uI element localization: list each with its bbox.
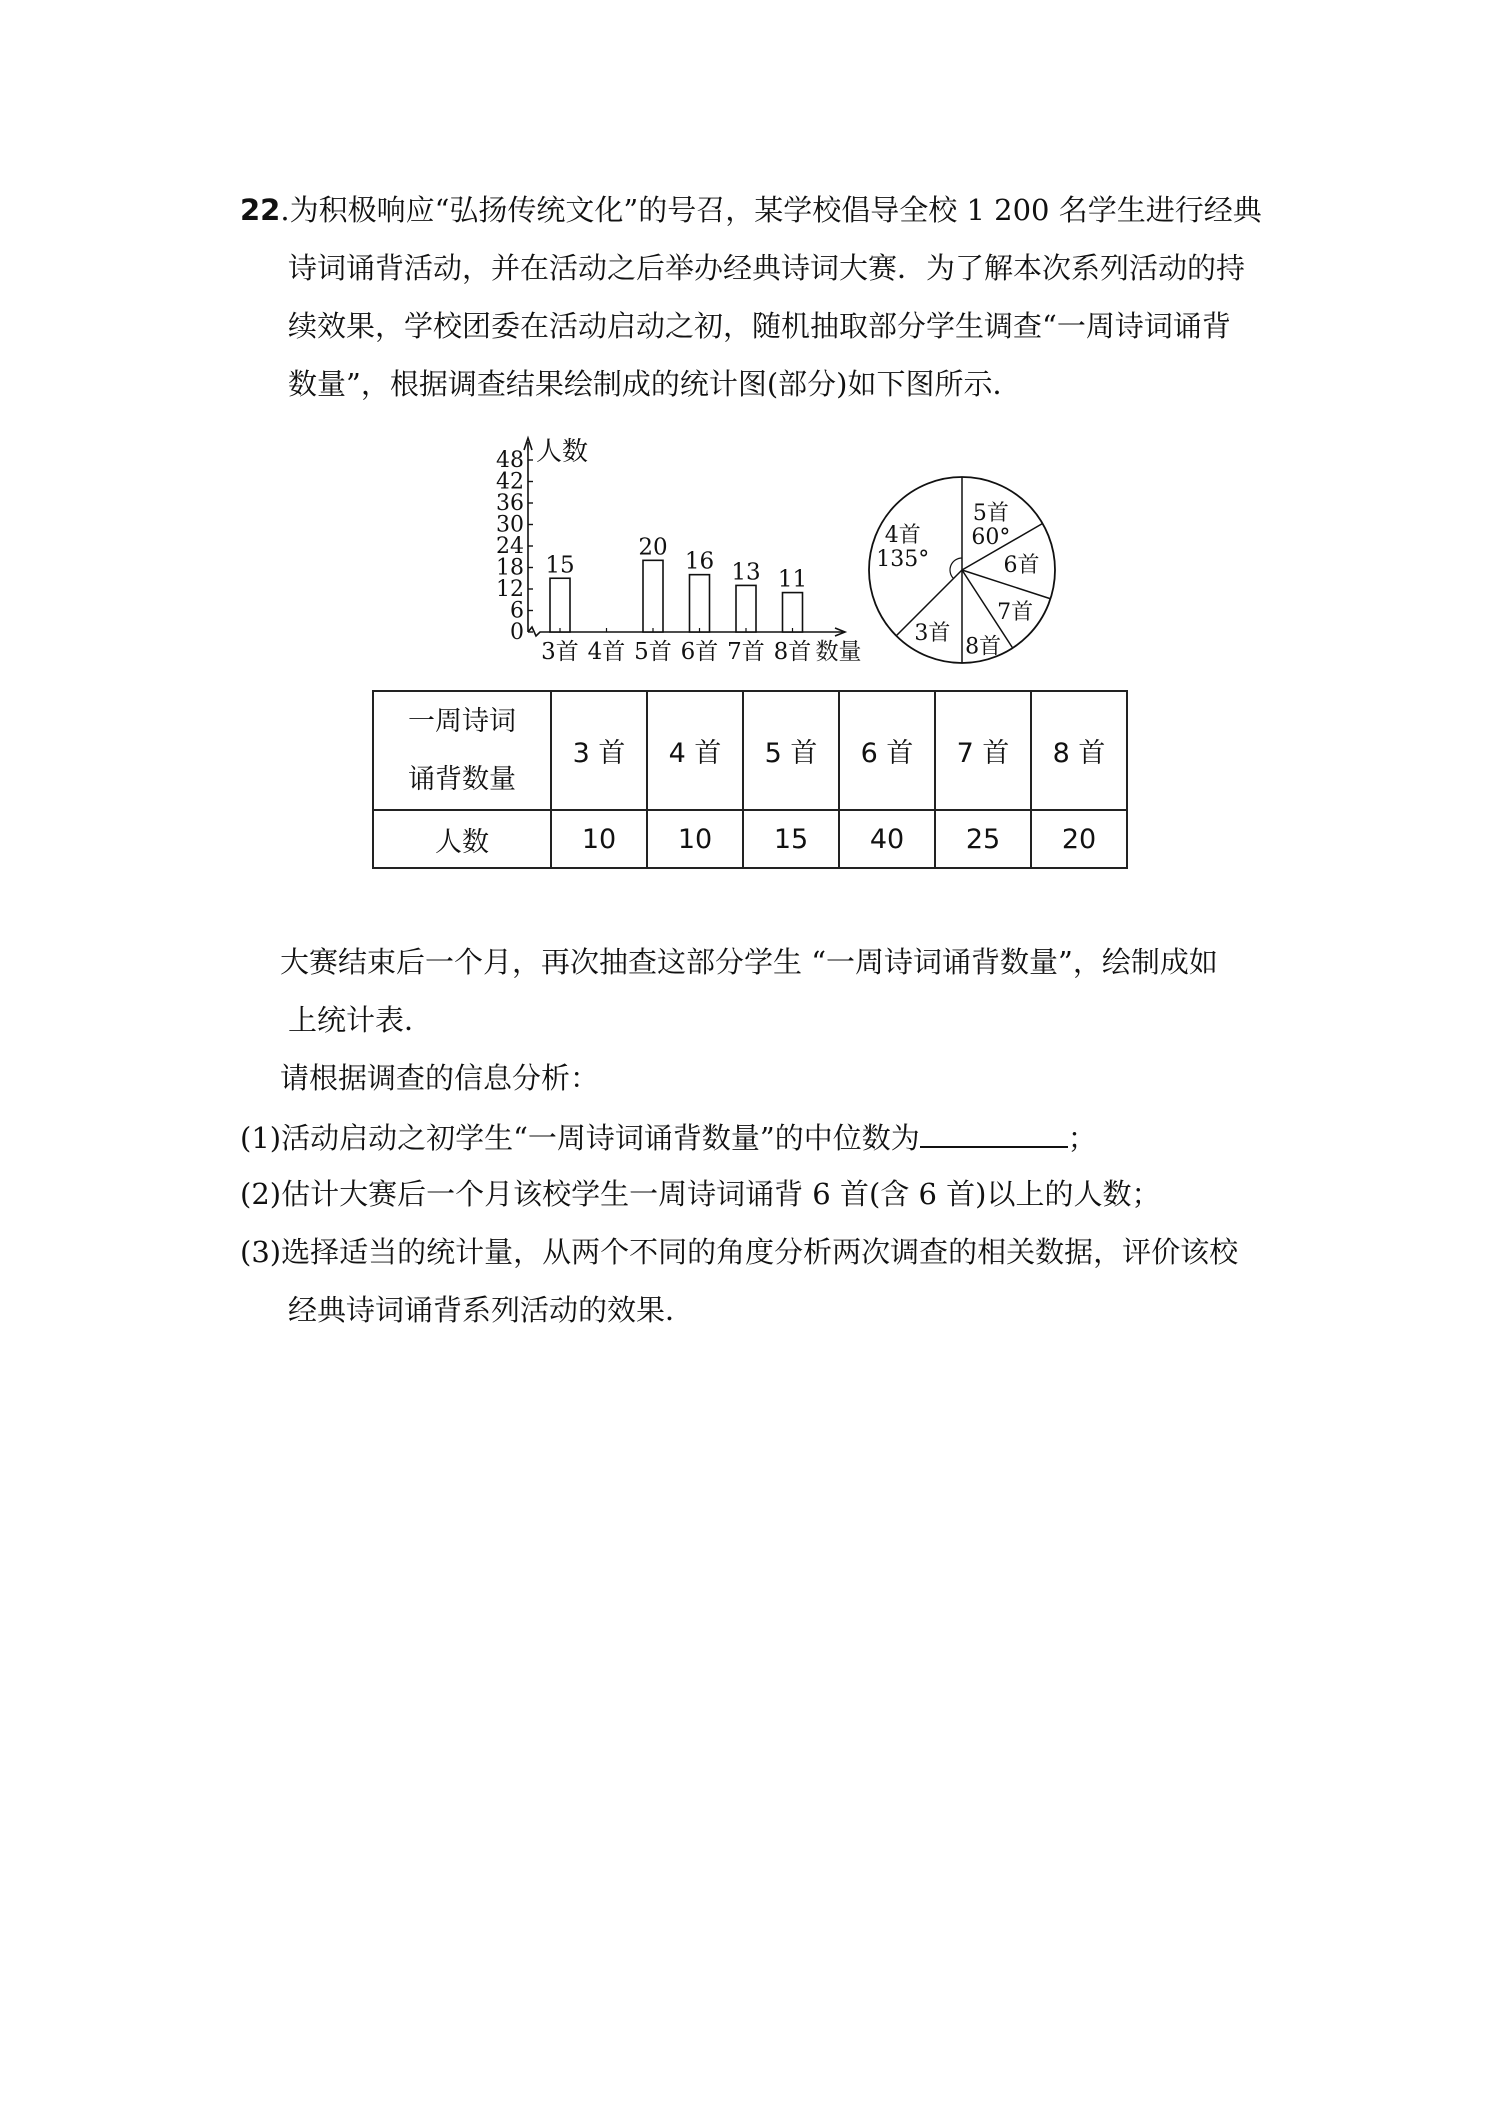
question-line-1: 22.为积极响应“弘扬传统文化”的号召，某学校倡导全校 1 200 名学生进行经典 bbox=[240, 193, 1262, 227]
table-cell: 10 bbox=[647, 810, 743, 868]
bar-chart bbox=[480, 430, 880, 680]
question-line-2: 诗词诵背活动，并在活动之后举办经典诗词大赛．为了解本次系列活动的持 bbox=[288, 251, 1246, 285]
bar bbox=[690, 575, 710, 632]
y-tick-label: 6 bbox=[510, 598, 524, 624]
bar bbox=[736, 585, 756, 632]
y-tick-label: 18 bbox=[496, 555, 524, 581]
question-line-4: 数量”，根据调查结果绘制成的统计图(部分)如下图所示． bbox=[288, 367, 1022, 401]
y-tick-label: 36 bbox=[496, 491, 524, 516]
x-tick-label: 6首 bbox=[680, 639, 719, 665]
y-tick-label: 12 bbox=[496, 577, 524, 602]
table-row-label: 人数 bbox=[373, 810, 551, 868]
x-tick-label: 8首 bbox=[773, 639, 812, 665]
table-cell: 40 bbox=[839, 810, 935, 868]
x-axis-label: 数量 bbox=[815, 639, 862, 665]
x-tick-label: 4首 bbox=[587, 639, 626, 665]
pie-angle-label: 135° bbox=[876, 546, 930, 572]
table-cell: 20 bbox=[1031, 810, 1127, 868]
bar bbox=[783, 593, 803, 632]
table-col-header: 3 首 bbox=[551, 691, 647, 810]
table-cell: 15 bbox=[743, 810, 839, 868]
sub-question-1: (1)活动启动之初学生“一周诗词诵背数量”的中位数为 ； bbox=[240, 1116, 1097, 1158]
table-col-header: 5 首 bbox=[743, 691, 839, 810]
x-tick-label: 7首 bbox=[727, 639, 765, 665]
after-table-line-1: 大赛结束后一个月，再次抽查这部分学生 “一周诗词诵背数量”，绘制成如 bbox=[280, 945, 1218, 979]
y-tick-label: 24 bbox=[496, 534, 524, 559]
after-table-line-2: 上统计表． bbox=[288, 1003, 434, 1037]
question-line-3: 续效果，学校团委在活动启动之初，随机抽取部分学生调查“一周诗词诵背 bbox=[288, 309, 1231, 343]
bar-data-label: 13 bbox=[731, 559, 761, 586]
table-cell: 10 bbox=[551, 810, 647, 868]
table-col-header: 7 首 bbox=[935, 691, 1031, 810]
y-tick-label: 30 bbox=[496, 512, 524, 538]
x-tick-label: 3首 bbox=[541, 639, 579, 665]
bar-data-label: 15 bbox=[545, 552, 575, 579]
table-row bbox=[373, 810, 1127, 868]
answer-blank[interactable] bbox=[920, 1116, 1068, 1148]
y-tick-label: 48 bbox=[496, 448, 524, 473]
x-tick-label: 5首 bbox=[634, 639, 672, 665]
stats-table bbox=[372, 690, 1128, 869]
bar-data-label: 20 bbox=[638, 534, 668, 561]
pie-slice-label: 3首 bbox=[914, 620, 951, 646]
sub-question-3-line-2: 经典诗词诵背系列活动的效果． bbox=[288, 1293, 695, 1327]
y-tick-label: 0 bbox=[510, 620, 524, 645]
bar-data-label: 11 bbox=[777, 566, 808, 593]
table-head-label: 一周诗词 诵背数量 bbox=[373, 691, 551, 810]
pie-slice-label: 6首 bbox=[1003, 553, 1040, 579]
after-table-line-3: 请根据调查的信息分析： bbox=[280, 1061, 600, 1095]
pie-slice-label: 4首 bbox=[884, 522, 921, 548]
table-header-row bbox=[373, 691, 1127, 810]
pie-marks bbox=[869, 477, 1055, 663]
table-col-header: 4 首 bbox=[647, 691, 743, 810]
sub-question-2: (2)估计大赛后一个月该校学生一周诗词诵背 6 首(含 6 首)以上的人数； bbox=[240, 1177, 1161, 1211]
pie-chart bbox=[862, 470, 1062, 670]
sub-question-3-line-1: (3)选择适当的统计量，从两个不同的角度分析两次调查的相关数据，评价该校 bbox=[240, 1235, 1239, 1269]
bar-data-label: 16 bbox=[684, 548, 715, 575]
bar bbox=[550, 578, 570, 632]
bar-marks bbox=[541, 534, 811, 665]
pie-slice-label: 8首 bbox=[965, 634, 1002, 660]
table-col-header: 8 首 bbox=[1031, 691, 1127, 810]
table-cell: 25 bbox=[935, 810, 1031, 868]
bar bbox=[643, 560, 663, 632]
question-number: 22 bbox=[240, 193, 281, 227]
y-tick-label: 42 bbox=[496, 469, 524, 495]
pie-slice-label: 7首 bbox=[997, 599, 1034, 625]
table-col-header: 6 首 bbox=[839, 691, 935, 810]
pie-slice-label: 5首 bbox=[972, 501, 1009, 527]
pie-angle-label: 60° bbox=[971, 525, 1011, 551]
y-axis-label: 人数 bbox=[536, 437, 589, 467]
